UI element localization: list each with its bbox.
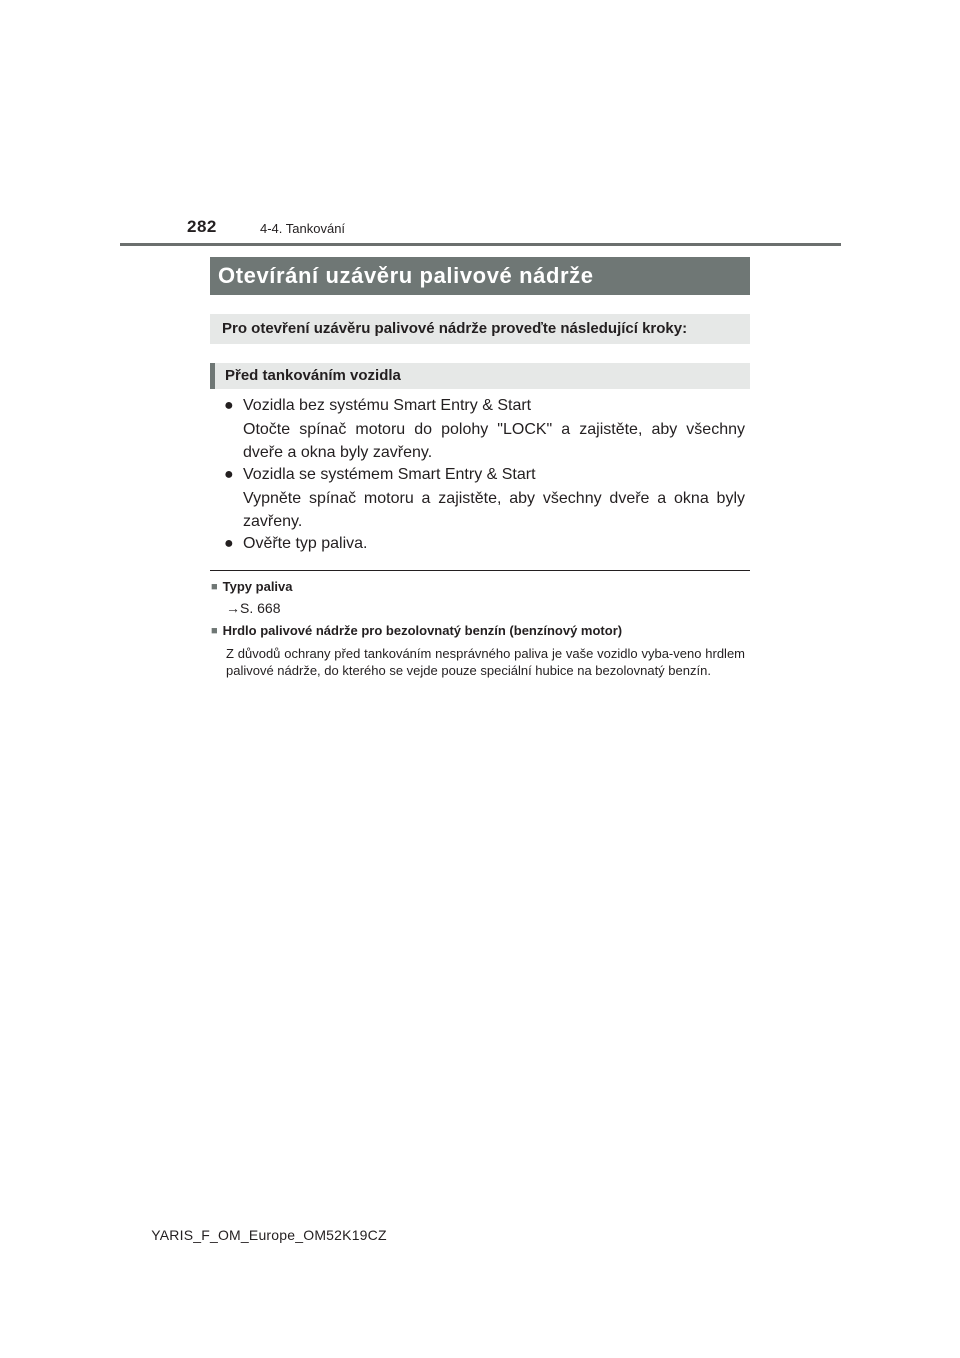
square-bullet-icon: ■ <box>211 624 218 637</box>
note-heading-filler-neck <box>211 623 622 638</box>
note-title: Hrdlo palivové nádrže pro bezolovnatý benzín (benzínový motor) <box>222 623 623 638</box>
document-id: YARIS_F_OM_Europe_OM52K19CZ <box>151 1227 387 1243</box>
note-text: Z důvodů ochrany před tankováním nesprávného paliva je vaše vozidlo vyba-veno hrdlem palivové nádrže, do kterého se vejde pouze speciální hubice na bezolovnatý benzín. <box>226 646 745 678</box>
item-heading: Vozidla se systémem Smart Entry & Start <box>243 466 536 483</box>
bullet-icon: ● <box>224 397 234 414</box>
subsection-title: Před tankováním vozidla <box>210 363 750 389</box>
chapter-title: 4-4. Tankování <box>260 221 346 236</box>
note-heading-fuel-types <box>211 579 293 594</box>
page-reference-link[interactable]: →S. 668 <box>226 600 281 616</box>
section-title: Otevírání uzávěru palivové nádrže <box>210 257 750 295</box>
section-intro: Pro otevření uzávěru palivové nádrže proveďte následující kroky: <box>210 314 750 344</box>
item-body: Vypněte spínač motoru a zajistěte, aby všechny dveře a okna byly zavřeny. <box>243 490 745 530</box>
page-number: 282 <box>187 217 217 236</box>
item-body: Otočte spínač motoru do polohy "LOCK" a zajistěte, aby všechny dveře a okna byly zavřeny. <box>243 421 745 461</box>
item-heading: Vozidla bez systému Smart Entry & Start <box>243 397 532 414</box>
item-heading: Ověřte typ paliva. <box>243 535 368 552</box>
section-divider <box>210 570 750 571</box>
bullet-icon: ● <box>224 535 234 552</box>
bullet-icon: ● <box>224 466 234 483</box>
square-bullet-icon: ■ <box>211 580 218 593</box>
header-divider <box>120 243 841 246</box>
note-title: Typy paliva <box>222 579 293 594</box>
